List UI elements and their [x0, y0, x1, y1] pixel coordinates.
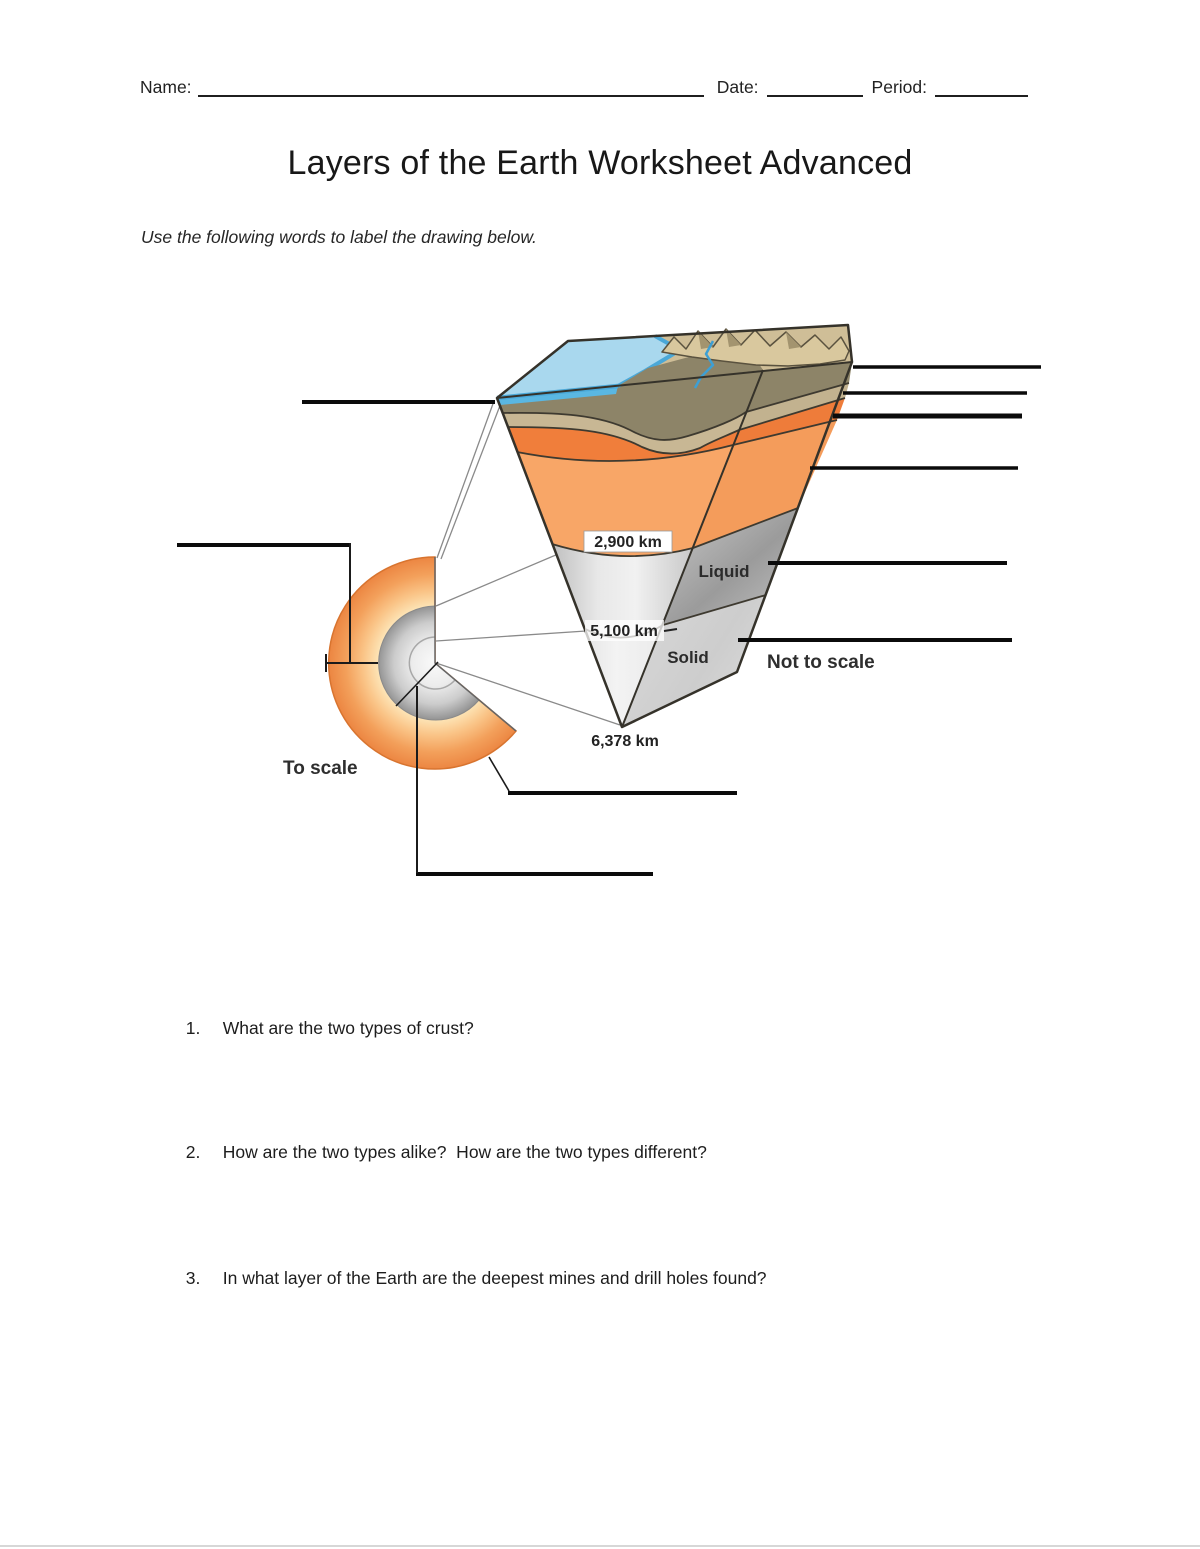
depth-6378-label: 6,378 km — [591, 733, 659, 750]
depth-2900-label: 2,900 km — [594, 534, 662, 551]
question-2-number: 2. — [185, 1142, 201, 1162]
date-label: Date: — [716, 77, 759, 97]
page-bottom-edge — [0, 1545, 1200, 1547]
question-1-text: What are the two types of crust? — [222, 1018, 474, 1038]
to-scale-label: To scale — [283, 758, 358, 779]
question-1-number: 1. — [185, 1018, 201, 1038]
question-1 — [176, 997, 1076, 1039]
page-title: Layers of the Earth Worksheet Advanced — [287, 144, 913, 182]
inner-core-solid-label: Solid — [667, 648, 709, 667]
depth-5100-label: 5,100 km — [590, 623, 658, 640]
not-to-scale-label: Not to scale — [767, 652, 875, 673]
question-3-number: 3. — [185, 1268, 201, 1288]
question-2-text: How are the two types alike? How are the two types different? — [222, 1142, 707, 1162]
question-3-text: In what layer of the Earth are the deepest mines and drill holes found? — [222, 1268, 767, 1288]
outer-core-liquid-label: Liquid — [698, 562, 750, 581]
name-label: Name: — [140, 77, 192, 97]
period-label: Period: — [871, 77, 927, 97]
instruction-text: Use the following words to label the drawing below. — [141, 227, 537, 247]
question-3 — [176, 1247, 1076, 1289]
whole-earth-pointer — [489, 757, 509, 791]
question-2 — [176, 1121, 1076, 1163]
